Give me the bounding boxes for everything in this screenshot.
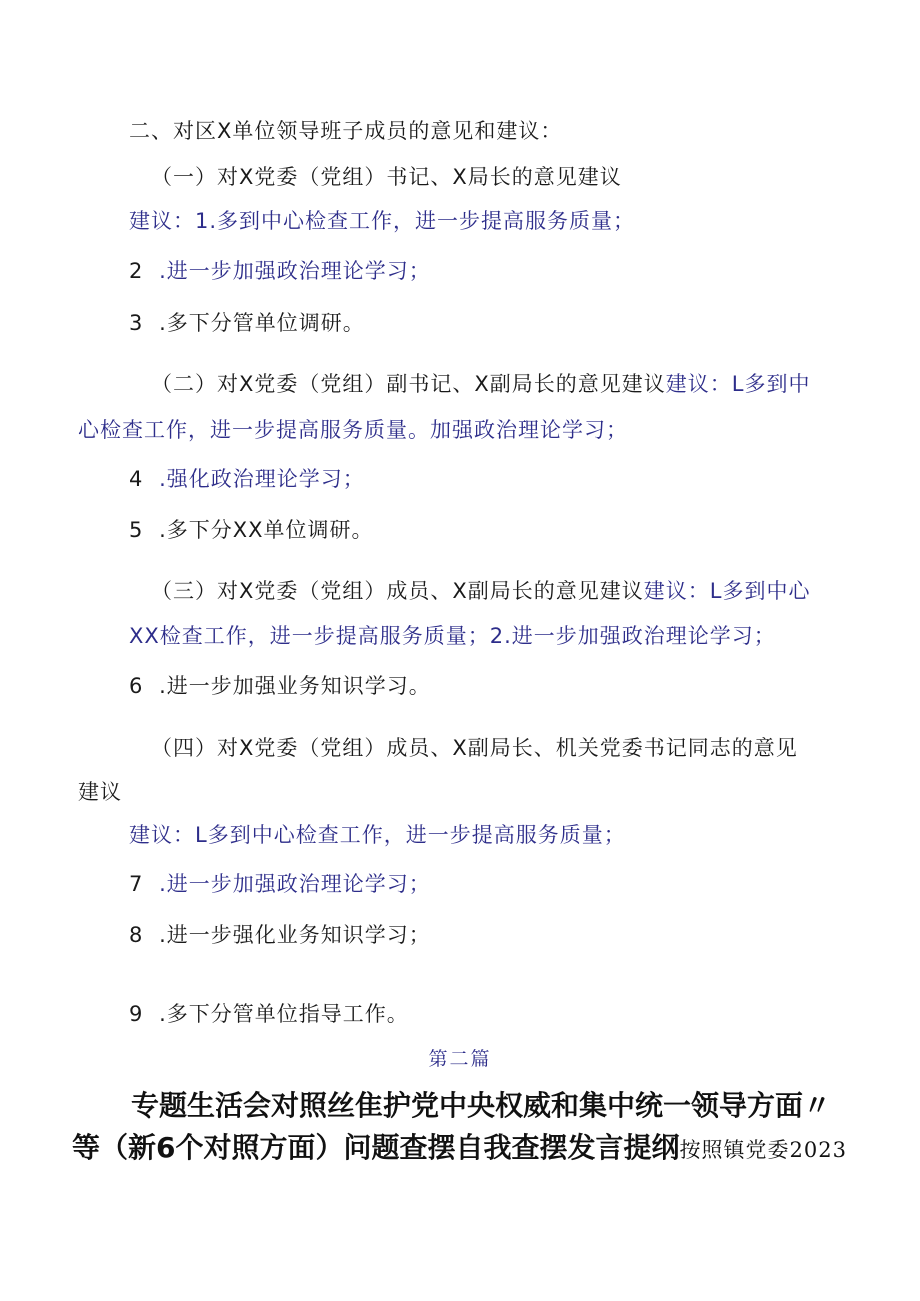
part2-heading-text: （二）对X党委（党组）副书记、X副局长的意见建议 (151, 372, 666, 396)
part3-heading-suggestion: 建议：L多到中心 (643, 579, 811, 603)
part2-heading (151, 370, 810, 398)
part2-heading-suggestion: 建议：L多到中 (665, 372, 811, 396)
part4-heading-continued: 建议 (78, 780, 122, 804)
part3-heading-text: （三）对X党委（党组）成员、X副局长的意见建议 (151, 579, 644, 603)
item-text: .强化政治理论学习； (159, 467, 365, 491)
part1-item-2 (129, 257, 431, 285)
section-title: 二、对区X单位领导班子成员的意见和建议： (129, 119, 563, 143)
part4-item-9 (129, 1000, 409, 1028)
part2-item-4 (129, 465, 365, 493)
item-text: .进一步强化业务知识学习； (159, 923, 431, 947)
part1-item-3 (129, 309, 365, 337)
part1-suggestion-1: 建议：1.多到中心检查工作，进一步提高服务质量； (129, 209, 636, 233)
part4-item-8 (129, 921, 431, 949)
item-text: .进一步加强政治理论学习； (159, 872, 431, 896)
item-text: .多下分管单位指导工作。 (159, 1002, 409, 1026)
item-number: 9 (129, 1002, 144, 1026)
item-number: 4 (129, 467, 144, 491)
part3-item-6 (129, 672, 431, 700)
part3-heading (151, 577, 810, 605)
item-text: .多下分管单位调研。 (159, 311, 365, 335)
item-number: 7 (129, 872, 144, 896)
part3-heading-continued: XX检查工作，进一步提高服务质量；2.进一步加强政治理论学习； (129, 624, 776, 648)
part2-heading-continued: 心检查工作，进一步提高服务质量。加强政治理论学习； (78, 418, 628, 442)
item-number: 6 (129, 674, 144, 698)
item-number: 8 (129, 923, 144, 947)
item-text: .多下分XX单位调研。 (159, 518, 374, 542)
item-number: 2 (129, 259, 144, 283)
part4-suggestion-1: 建议：L多到中心检查工作，进一步提高服务质量； (129, 823, 626, 847)
part2-item-5 (129, 516, 374, 544)
article-title-line-2 (72, 1130, 847, 1168)
item-number: 3 (129, 311, 144, 335)
second-article-label: 第二篇 (428, 1048, 492, 1070)
article-title-text: 等（新6个对照方面）问题查摆自我查摆发言提纲 (72, 1131, 680, 1164)
item-number: 5 (129, 518, 144, 542)
part4-heading: （四）对X党委（党组）成员、X副局长、机关党委书记同志的意见 (151, 736, 798, 760)
item-text: .进一步加强政治理论学习； (159, 259, 431, 283)
part1-heading: （一）对X党委（党组）书记、X局长的意见建议 (151, 165, 622, 189)
article-title-line-1: 专题生活会对照丝隹护党中央权威和集中统一领导方面〃 (131, 1089, 832, 1122)
item-text: .进一步加强业务知识学习。 (159, 674, 431, 698)
part4-item-7 (129, 870, 431, 898)
article-title-tail: 按照镇党委2023 (679, 1138, 847, 1162)
